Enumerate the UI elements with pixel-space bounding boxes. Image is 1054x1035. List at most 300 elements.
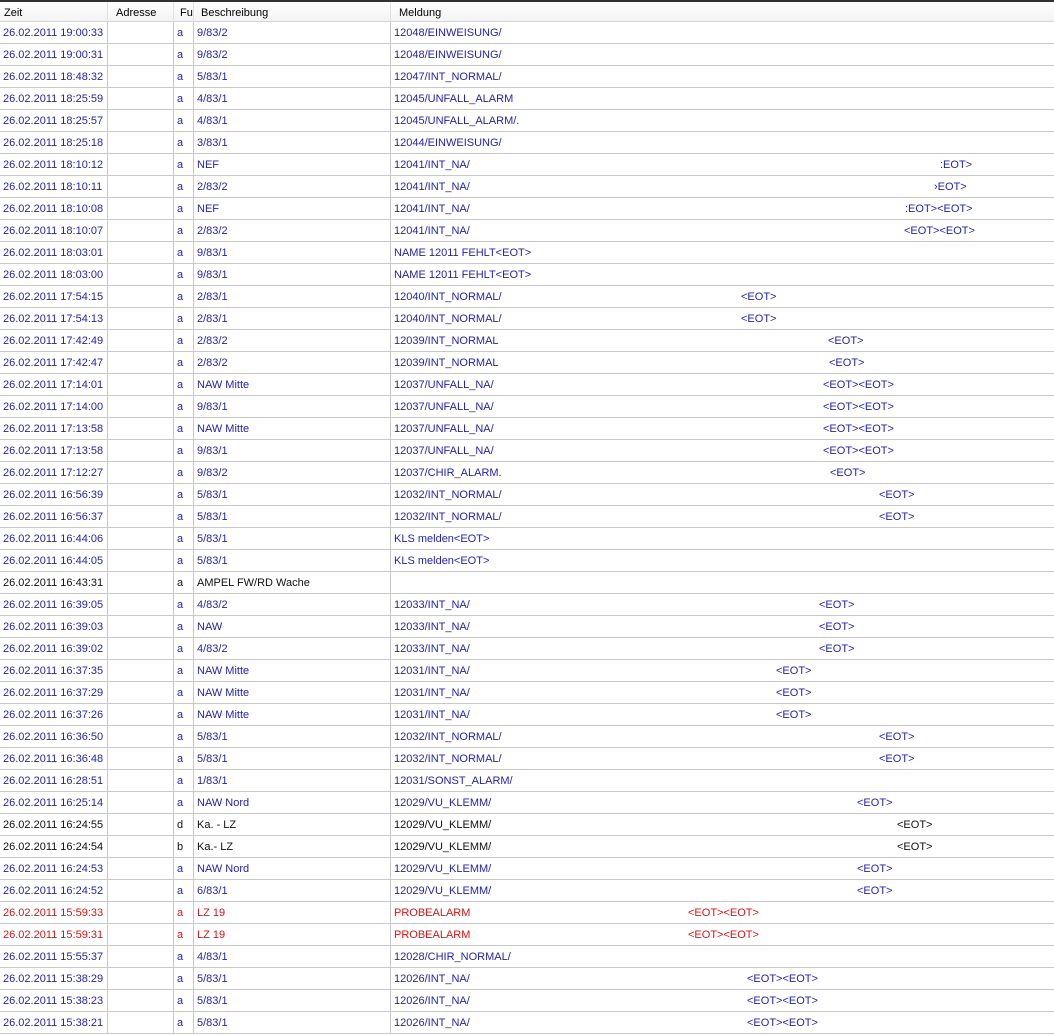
cell-meldung: 12029/VU_KLEMM/ xyxy=(391,814,1054,836)
cell-meldung: 12032/INT_NORMAL/ xyxy=(391,748,1054,770)
table-row[interactable] xyxy=(0,660,1054,682)
cell-adresse xyxy=(108,418,174,440)
cell-beschreibung: 4/83/2 xyxy=(194,638,391,660)
cell-fu: a xyxy=(174,374,194,396)
cell-fu: a xyxy=(174,946,194,968)
cell-adresse xyxy=(108,220,174,242)
cell-beschreibung: LZ 19 xyxy=(194,902,391,924)
cell-fu: a xyxy=(174,352,194,374)
cell-zeit: 26.02.2011 17:13:58 xyxy=(0,440,108,462)
cell-adresse xyxy=(108,264,174,286)
cell-zeit: 26.02.2011 19:00:33 xyxy=(0,22,108,44)
cell-meldung: 12033/INT_NA/ xyxy=(391,616,1054,638)
cell-fu: a xyxy=(174,396,194,418)
cell-meldung: KLS melden<EOT> xyxy=(391,528,1054,550)
cell-meldung xyxy=(391,572,1054,594)
table-row[interactable] xyxy=(0,352,1054,374)
cell-adresse xyxy=(108,682,174,704)
table-row[interactable] xyxy=(0,440,1054,462)
cell-fu: a xyxy=(174,550,194,572)
cell-fu: a xyxy=(174,902,194,924)
table-row[interactable] xyxy=(0,506,1054,528)
cell-fu: a xyxy=(174,264,194,286)
cell-fu: a xyxy=(174,154,194,176)
cell-meldung: 12032/INT_NORMAL/ xyxy=(391,506,1054,528)
cell-zeit: 26.02.2011 16:37:29 xyxy=(0,682,108,704)
cell-meldung: 12037/UNFALL_NA/ xyxy=(391,374,1054,396)
message-tail: <EOT> xyxy=(829,357,865,369)
cell-fu: a xyxy=(174,748,194,770)
cell-beschreibung: 2/83/2 xyxy=(194,330,391,352)
table-row[interactable] xyxy=(0,374,1054,396)
message-tail: <EOT> xyxy=(879,511,915,523)
table-row[interactable] xyxy=(0,726,1054,748)
cell-meldung: 12029/VU_KLEMM/ xyxy=(391,880,1054,902)
cell-meldung: 12037/UNFALL_NA/ xyxy=(391,396,1054,418)
cell-fu: a xyxy=(174,220,194,242)
cell-beschreibung: 4/83/1 xyxy=(194,946,391,968)
cell-zeit: 26.02.2011 15:38:29 xyxy=(0,968,108,990)
message-tail: :EOT> xyxy=(940,159,973,171)
cell-fu: a xyxy=(174,528,194,550)
message-tail: <EOT> xyxy=(819,599,855,611)
cell-fu: a xyxy=(174,616,194,638)
table-row[interactable] xyxy=(0,242,1054,264)
message-tail: <EOT> xyxy=(819,643,855,655)
cell-zeit: 26.02.2011 16:39:02 xyxy=(0,638,108,660)
cell-beschreibung: NAW xyxy=(194,616,391,638)
cell-adresse xyxy=(108,880,174,902)
cell-adresse xyxy=(108,396,174,418)
cell-meldung: 12040/INT_NORMAL/ xyxy=(391,286,1054,308)
cell-adresse xyxy=(108,88,174,110)
cell-zeit: 26.02.2011 16:28:51 xyxy=(0,770,108,792)
cell-fu: a xyxy=(174,968,194,990)
cell-beschreibung: NAW Mitte xyxy=(194,418,391,440)
cell-fu: a xyxy=(174,594,194,616)
table-row[interactable] xyxy=(0,1012,1054,1034)
cell-beschreibung: NAW Mitte xyxy=(194,660,391,682)
cell-fu: a xyxy=(174,440,194,462)
cell-fu: a xyxy=(174,1012,194,1034)
cell-zeit: 26.02.2011 19:00:31 xyxy=(0,44,108,66)
cell-fu: a xyxy=(174,484,194,506)
cell-adresse xyxy=(108,462,174,484)
cell-fu: a xyxy=(174,176,194,198)
cell-zeit: 26.02.2011 16:37:35 xyxy=(0,660,108,682)
cell-adresse xyxy=(108,242,174,264)
message-tail: <EOT> xyxy=(879,753,915,765)
cell-meldung: 12045/UNFALL_ALARM/. xyxy=(391,110,1054,132)
cell-adresse xyxy=(108,792,174,814)
table-row[interactable] xyxy=(0,880,1054,902)
cell-zeit: 26.02.2011 17:42:49 xyxy=(0,330,108,352)
cell-fu: a xyxy=(174,66,194,88)
column-header-fu[interactable]: Fu xyxy=(174,2,194,22)
cell-fu: a xyxy=(174,638,194,660)
message-tail: <EOT> xyxy=(776,709,812,721)
cell-zeit: 26.02.2011 16:56:37 xyxy=(0,506,108,528)
table-row[interactable] xyxy=(0,858,1054,880)
cell-adresse xyxy=(108,352,174,374)
cell-meldung: PROBEALARM xyxy=(391,924,1054,946)
cell-beschreibung: Ka.- LZ xyxy=(194,836,391,858)
table-row[interactable] xyxy=(0,154,1054,176)
cell-beschreibung: 5/83/1 xyxy=(194,990,391,1012)
table-row[interactable] xyxy=(0,110,1054,132)
cell-adresse xyxy=(108,198,174,220)
cell-beschreibung: 5/83/1 xyxy=(194,726,391,748)
cell-zeit: 26.02.2011 16:39:05 xyxy=(0,594,108,616)
cell-zeit: 26.02.2011 18:10:12 xyxy=(0,154,108,176)
cell-meldung: 12044/EINWEISUNG/ xyxy=(391,132,1054,154)
cell-adresse xyxy=(108,286,174,308)
cell-beschreibung: NAW Mitte xyxy=(194,704,391,726)
table-row[interactable] xyxy=(0,946,1054,968)
cell-zeit: 26.02.2011 16:24:52 xyxy=(0,880,108,902)
cell-fu: b xyxy=(174,836,194,858)
cell-fu: a xyxy=(174,44,194,66)
message-tail: <EOT><EOT> xyxy=(747,995,818,1007)
cell-zeit: 26.02.2011 16:24:55 xyxy=(0,814,108,836)
cell-beschreibung: 9/83/2 xyxy=(194,44,391,66)
cell-beschreibung: NAW Mitte xyxy=(194,682,391,704)
message-tail: <EOT><EOT> xyxy=(688,907,759,919)
cell-fu: a xyxy=(174,88,194,110)
cell-adresse xyxy=(108,308,174,330)
cell-fu: d xyxy=(174,814,194,836)
cell-fu: a xyxy=(174,880,194,902)
table-row[interactable] xyxy=(0,484,1054,506)
cell-zeit: 26.02.2011 18:48:32 xyxy=(0,66,108,88)
message-tail: <EOT> xyxy=(879,731,915,743)
cell-zeit: 26.02.2011 18:03:01 xyxy=(0,242,108,264)
cell-meldung: 12033/INT_NA/ xyxy=(391,594,1054,616)
table-row[interactable] xyxy=(0,748,1054,770)
table-row[interactable] xyxy=(0,22,1054,44)
cell-beschreibung: 5/83/1 xyxy=(194,484,391,506)
cell-meldung: 12033/INT_NA/ xyxy=(391,638,1054,660)
cell-beschreibung: 9/83/1 xyxy=(194,440,391,462)
cell-beschreibung: LZ 19 xyxy=(194,924,391,946)
cell-fu: a xyxy=(174,704,194,726)
cell-adresse xyxy=(108,506,174,528)
cell-zeit: 26.02.2011 16:39:03 xyxy=(0,616,108,638)
cell-adresse xyxy=(108,132,174,154)
message-tail: ›EOT> xyxy=(934,181,967,193)
message-tail: <EOT><EOT> xyxy=(688,929,759,941)
cell-adresse xyxy=(108,616,174,638)
cell-zeit: 26.02.2011 16:43:31 xyxy=(0,572,108,594)
cell-adresse xyxy=(108,660,174,682)
table-row[interactable] xyxy=(0,396,1054,418)
cell-adresse xyxy=(108,946,174,968)
cell-adresse xyxy=(108,66,174,88)
cell-adresse xyxy=(108,374,174,396)
cell-adresse xyxy=(108,550,174,572)
cell-zeit: 26.02.2011 16:36:48 xyxy=(0,748,108,770)
cell-fu: a xyxy=(174,924,194,946)
table-row[interactable] xyxy=(0,330,1054,352)
cell-beschreibung: NAW Nord xyxy=(194,858,391,880)
cell-beschreibung: NAW Mitte xyxy=(194,374,391,396)
cell-adresse xyxy=(108,748,174,770)
cell-zeit: 26.02.2011 18:25:18 xyxy=(0,132,108,154)
table-row[interactable] xyxy=(0,902,1054,924)
cell-meldung: 12029/VU_KLEMM/ xyxy=(391,792,1054,814)
cell-fu: a xyxy=(174,506,194,528)
cell-adresse xyxy=(108,528,174,550)
message-tail: <EOT> xyxy=(741,313,777,325)
message-tail: <EOT> xyxy=(897,819,933,831)
cell-zeit: 26.02.2011 18:10:11 xyxy=(0,176,108,198)
cell-adresse xyxy=(108,814,174,836)
message-tail: <EOT> xyxy=(776,665,812,677)
cell-beschreibung: 2/83/2 xyxy=(194,352,391,374)
message-tail: <EOT> xyxy=(897,841,933,853)
cell-beschreibung: 9/83/1 xyxy=(194,396,391,418)
cell-fu: a xyxy=(174,572,194,594)
cell-adresse xyxy=(108,154,174,176)
table-row[interactable] xyxy=(0,704,1054,726)
table-row[interactable] xyxy=(0,968,1054,990)
cell-fu: a xyxy=(174,22,194,44)
cell-beschreibung: NEF xyxy=(194,154,391,176)
cell-zeit: 26.02.2011 17:12:27 xyxy=(0,462,108,484)
cell-meldung: 12037/CHIR_ALARM. xyxy=(391,462,1054,484)
cell-zeit: 26.02.2011 16:44:06 xyxy=(0,528,108,550)
table-row[interactable] xyxy=(0,132,1054,154)
cell-meldung: 12039/INT_NORMAL xyxy=(391,330,1054,352)
cell-zeit: 26.02.2011 17:54:15 xyxy=(0,286,108,308)
cell-adresse xyxy=(108,1012,174,1034)
cell-adresse xyxy=(108,858,174,880)
cell-fu: a xyxy=(174,660,194,682)
cell-beschreibung: 4/83/2 xyxy=(194,594,391,616)
table-row[interactable] xyxy=(0,682,1054,704)
cell-meldung: 12037/UNFALL_NA/ xyxy=(391,418,1054,440)
cell-meldung: KLS melden<EOT> xyxy=(391,550,1054,572)
table-row[interactable] xyxy=(0,638,1054,660)
cell-fu: a xyxy=(174,726,194,748)
cell-adresse xyxy=(108,22,174,44)
table-row[interactable] xyxy=(0,528,1054,550)
cell-beschreibung: 9/83/2 xyxy=(194,22,391,44)
cell-zeit: 26.02.2011 16:25:14 xyxy=(0,792,108,814)
cell-beschreibung: NAW Nord xyxy=(194,792,391,814)
cell-zeit: 26.02.2011 15:38:23 xyxy=(0,990,108,1012)
message-tail: :EOT><EOT> xyxy=(905,203,973,215)
message-tail: <EOT> xyxy=(741,291,777,303)
message-tail: <EOT> xyxy=(830,467,866,479)
cell-beschreibung: 3/83/1 xyxy=(194,132,391,154)
table-row[interactable] xyxy=(0,308,1054,330)
cell-beschreibung: 9/83/1 xyxy=(194,242,391,264)
message-tail: <EOT><EOT> xyxy=(823,423,894,435)
column-header-beschreibung[interactable]: Beschreibung xyxy=(194,2,391,22)
cell-fu: a xyxy=(174,330,194,352)
cell-meldung: 12026/INT_NA/ xyxy=(391,990,1054,1012)
table-row[interactable] xyxy=(0,792,1054,814)
message-tail: <EOT> xyxy=(857,885,893,897)
message-tail: <EOT><EOT> xyxy=(904,225,975,237)
cell-beschreibung: 5/83/1 xyxy=(194,66,391,88)
cell-zeit: 26.02.2011 16:24:53 xyxy=(0,858,108,880)
cell-meldung: 12048/EINWEISUNG/ xyxy=(391,44,1054,66)
cell-fu: a xyxy=(174,682,194,704)
cell-beschreibung: NEF xyxy=(194,198,391,220)
cell-beschreibung: 5/83/1 xyxy=(194,1012,391,1034)
table-row[interactable] xyxy=(0,572,1054,594)
cell-meldung: 12031/SONST_ALARM/ xyxy=(391,770,1054,792)
column-header-meldung[interactable]: Meldung xyxy=(399,7,442,19)
cell-zeit: 26.02.2011 17:42:47 xyxy=(0,352,108,374)
cell-beschreibung: 4/83/1 xyxy=(194,110,391,132)
cell-fu: a xyxy=(174,286,194,308)
cell-adresse xyxy=(108,902,174,924)
cell-fu: a xyxy=(174,198,194,220)
cell-beschreibung: 2/83/2 xyxy=(194,220,391,242)
cell-zeit: 26.02.2011 15:59:31 xyxy=(0,924,108,946)
message-tail: <EOT><EOT> xyxy=(823,379,894,391)
cell-meldung: 12032/INT_NORMAL/ xyxy=(391,726,1054,748)
cell-adresse xyxy=(108,440,174,462)
message-tail: <EOT> xyxy=(776,687,812,699)
cell-fu: a xyxy=(174,990,194,1012)
cell-zeit: 26.02.2011 18:10:08 xyxy=(0,198,108,220)
cell-zeit: 26.02.2011 16:56:39 xyxy=(0,484,108,506)
table-row[interactable] xyxy=(0,594,1054,616)
cell-meldung: NAME 12011 FEHLT<EOT> xyxy=(391,242,1054,264)
table-row[interactable] xyxy=(0,66,1054,88)
cell-adresse xyxy=(108,924,174,946)
cell-adresse xyxy=(108,968,174,990)
cell-adresse xyxy=(108,836,174,858)
cell-beschreibung: 4/83/1 xyxy=(194,88,391,110)
cell-beschreibung: 1/83/1 xyxy=(194,770,391,792)
cell-adresse xyxy=(108,726,174,748)
cell-beschreibung: 5/83/1 xyxy=(194,506,391,528)
cell-zeit: 26.02.2011 16:37:26 xyxy=(0,704,108,726)
cell-zeit: 26.02.2011 15:38:21 xyxy=(0,1012,108,1034)
table-row[interactable] xyxy=(0,836,1054,858)
cell-meldung: NAME 12011 FEHLT<EOT> xyxy=(391,264,1054,286)
cell-meldung: PROBEALARM xyxy=(391,902,1054,924)
cell-adresse xyxy=(108,704,174,726)
cell-beschreibung: 5/83/1 xyxy=(194,748,391,770)
cell-fu: a xyxy=(174,242,194,264)
cell-meldung: 12047/INT_NORMAL/ xyxy=(391,66,1054,88)
table-row[interactable] xyxy=(0,770,1054,792)
message-tail: <EOT> xyxy=(879,489,915,501)
cell-meldung: 12032/INT_NORMAL/ xyxy=(391,484,1054,506)
cell-beschreibung: AMPEL FW/RD Wache xyxy=(194,572,391,594)
cell-fu: a xyxy=(174,308,194,330)
cell-zeit: 26.02.2011 18:10:07 xyxy=(0,220,108,242)
cell-beschreibung: 6/83/1 xyxy=(194,880,391,902)
table-row[interactable] xyxy=(0,462,1054,484)
table-row[interactable] xyxy=(0,616,1054,638)
message-tail: <EOT><EOT> xyxy=(823,401,894,413)
cell-adresse xyxy=(108,594,174,616)
cell-meldung: 12031/INT_NA/ xyxy=(391,682,1054,704)
cell-adresse xyxy=(108,572,174,594)
cell-meldung: 12045/UNFALL_ALARM xyxy=(391,88,1054,110)
table-row[interactable] xyxy=(0,176,1054,198)
cell-beschreibung: 5/83/1 xyxy=(194,550,391,572)
cell-beschreibung: 9/83/2 xyxy=(194,462,391,484)
cell-adresse xyxy=(108,110,174,132)
cell-beschreibung: 5/83/1 xyxy=(194,968,391,990)
cell-meldung: 12039/INT_NORMAL xyxy=(391,352,1054,374)
table-row[interactable] xyxy=(0,990,1054,1012)
cell-meldung: 12031/INT_NA/ xyxy=(391,660,1054,682)
cell-zeit: 26.02.2011 15:55:37 xyxy=(0,946,108,968)
cell-beschreibung: 9/83/1 xyxy=(194,264,391,286)
cell-zeit: 26.02.2011 18:25:57 xyxy=(0,110,108,132)
cell-beschreibung: 2/83/1 xyxy=(194,286,391,308)
cell-zeit: 26.02.2011 16:36:50 xyxy=(0,726,108,748)
message-tail: <EOT> xyxy=(819,621,855,633)
column-header-row xyxy=(0,0,1054,22)
cell-meldung: 12028/CHIR_NORMAL/ xyxy=(391,946,1054,968)
table-row[interactable] xyxy=(0,264,1054,286)
cell-adresse xyxy=(108,770,174,792)
cell-fu: a xyxy=(174,462,194,484)
cell-fu: a xyxy=(174,770,194,792)
message-tail: <EOT> xyxy=(828,335,864,347)
message-tail: <EOT><EOT> xyxy=(823,445,894,457)
table-row[interactable] xyxy=(0,550,1054,572)
table-row[interactable] xyxy=(0,198,1054,220)
cell-zeit: 26.02.2011 17:14:01 xyxy=(0,374,108,396)
cell-fu: a xyxy=(174,110,194,132)
message-tail: <EOT><EOT> xyxy=(747,1017,818,1029)
table-row[interactable] xyxy=(0,924,1054,946)
cell-zeit: 26.02.2011 18:03:00 xyxy=(0,264,108,286)
cell-meldung: 12040/INT_NORMAL/ xyxy=(391,308,1054,330)
cell-zeit: 26.02.2011 18:25:59 xyxy=(0,88,108,110)
column-header-adresse[interactable]: Adresse xyxy=(108,2,174,22)
table-row[interactable] xyxy=(0,44,1054,66)
table-row[interactable] xyxy=(0,814,1054,836)
cell-zeit: 26.02.2011 15:59:33 xyxy=(0,902,108,924)
table-row[interactable] xyxy=(0,220,1054,242)
cell-beschreibung: 2/83/1 xyxy=(194,308,391,330)
cell-meldung: 12026/INT_NA/ xyxy=(391,968,1054,990)
table-row[interactable] xyxy=(0,418,1054,440)
table-row[interactable] xyxy=(0,88,1054,110)
cell-adresse xyxy=(108,176,174,198)
cell-meldung: 12041/INT_NA/ xyxy=(391,154,1054,176)
cell-meldung: 12029/VU_KLEMM/ xyxy=(391,836,1054,858)
cell-adresse xyxy=(108,330,174,352)
cell-beschreibung: 2/83/2 xyxy=(194,176,391,198)
cell-meldung: 12048/EINWEISUNG/ xyxy=(391,22,1054,44)
message-tail: <EOT> xyxy=(857,797,893,809)
table-row[interactable] xyxy=(0,286,1054,308)
cell-adresse xyxy=(108,484,174,506)
column-header-zeit[interactable]: Zeit xyxy=(0,2,108,22)
cell-fu: a xyxy=(174,792,194,814)
cell-adresse xyxy=(108,44,174,66)
cell-meldung: 12026/INT_NA/ xyxy=(391,1012,1054,1034)
cell-beschreibung: 5/83/1 xyxy=(194,528,391,550)
cell-zeit: 26.02.2011 17:14:00 xyxy=(0,396,108,418)
cell-beschreibung: Ka. - LZ xyxy=(194,814,391,836)
cell-adresse xyxy=(108,990,174,1012)
cell-meldung: 12031/INT_NA/ xyxy=(391,704,1054,726)
